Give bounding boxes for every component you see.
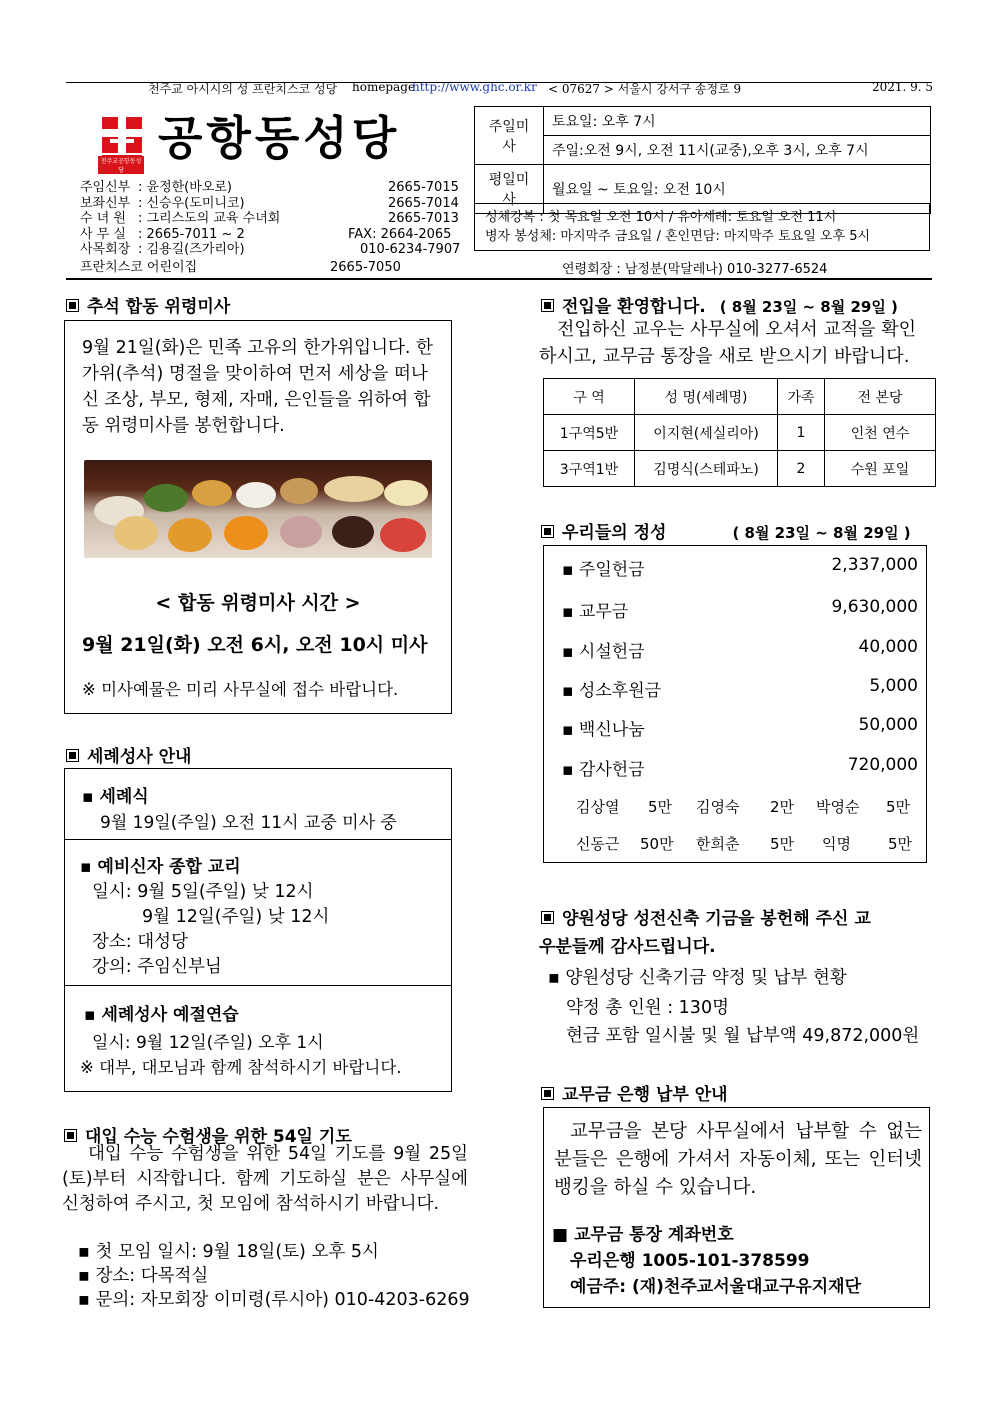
offering-heading-text: 우리들의 정성	[562, 523, 667, 543]
staff-name: : 그리스도의 교육 수녀회	[138, 211, 281, 227]
square-bullet-icon	[66, 749, 79, 762]
sacrament-info-line: 병자 봉성체: 마지막주 금요일 / 혼인면담: 마지막주 토요일 오후 5시	[485, 229, 871, 244]
baptism-s2-details	[92, 880, 329, 980]
list-item: ▪ 첫 모임 일시: 9월 18일(토) 오후 5시	[78, 1242, 379, 1262]
sunday-mass: 주일:오전 9시, 오전 11시(교중),오후 3시, 오후 7시	[544, 136, 931, 165]
table-cell: 1	[778, 415, 825, 451]
chuseok-time: 9월 21일(화) 오전 6시, 오전 10시 미사	[82, 634, 428, 656]
bank-heading-text: 교무금 은행 납부 안내	[562, 1085, 728, 1105]
bank-account-owner: 예금주: (재)천주교서울대교구유지재단	[570, 1277, 862, 1297]
offering-amount: 9,630,000	[831, 597, 918, 617]
offering-heading	[541, 518, 911, 543]
welcome-period: ( 8월 23일 ~ 8월 29일 )	[719, 298, 898, 316]
square-bullet-icon	[541, 525, 554, 538]
chuseok-body: 9월 21일(화)은 민족 고유의 한가위입니다. 한가위(추석) 명절을 맞이하여 먼저 세상을 떠나신 조상, 부모, 형제, 자매, 은인들을 위하여 합동 위령미사를 봉헌합니다.	[82, 338, 433, 436]
list-item-text: 문의: 자모회장 이미령(루시아) 010-4203-6269	[95, 1290, 470, 1310]
offering-label: ▪ 성소후원금	[562, 681, 662, 701]
offering-amount: 40,000	[858, 637, 918, 657]
staff-label: 사목회장	[80, 242, 131, 258]
baptism-heading-text: 세례성사 안내	[87, 747, 192, 767]
donor-name: 박영순	[816, 798, 860, 816]
staff-phone: 010-6234-7907	[360, 242, 461, 258]
staff-row	[80, 211, 460, 227]
offering-row	[562, 715, 918, 740]
weekday-mass-label: 평일미사	[475, 165, 544, 214]
chuseok-heading	[66, 292, 230, 317]
square-bullet-icon	[66, 299, 79, 312]
homepage-link[interactable]: http://www.ghc.or.kr	[412, 80, 537, 94]
prayer-body: 대입 수능 수험생을 위한 54일 기도를 9월 25일(토)부터 시작합니다. 함께 기도하실 분은 사무실에 신청하여 주시고, 첫 모임에 참석하시기 바랍니다.	[62, 1144, 468, 1214]
funeral-association-contact: 연령회장 : 남정분(막달레나) 010-3277-6524	[562, 262, 828, 277]
welcome-heading	[541, 292, 898, 317]
chuseok-note: ※ 미사예물은 미리 사무실에 접수 바랍니다.	[82, 680, 399, 699]
square-bullet-icon	[541, 299, 554, 312]
baptism-s2-title: ▪ 예비신자 종합 교리	[80, 857, 241, 877]
staff-label: 수 녀 원	[80, 211, 126, 227]
page-title: 공항동성당	[158, 111, 401, 165]
header-rule	[66, 82, 932, 83]
table-cell: 이지현(세실리아)	[635, 415, 778, 451]
table-cell: 인천 연수	[825, 415, 936, 451]
donor-name: 김상열	[576, 798, 620, 816]
baptism-s1-title: ▪ 세례식	[82, 787, 149, 807]
staff-name: : 김용길(즈가리아)	[138, 242, 245, 258]
chuseok-heading-text: 추석 합동 위령미사	[87, 297, 231, 317]
offering-label: ▪ 교무금	[562, 602, 629, 622]
offering-row	[562, 637, 918, 662]
staff-row	[80, 260, 460, 276]
baptism-s3-note: ※ 대부, 대모님과 함께 참석하시기 바랍니다.	[80, 1058, 402, 1077]
staff-label: 프란치스코 어린이집	[80, 259, 198, 275]
detail-line: 강의: 주임신부님	[92, 957, 222, 977]
donor-amount: 5만	[770, 835, 795, 853]
offering-row	[562, 755, 918, 780]
table-row	[544, 451, 936, 487]
yangwon-heading-text: 양원성당 성전신축 기금을 봉헌해 주신 교	[562, 909, 871, 929]
bank-heading	[541, 1080, 728, 1105]
logo-caption: 천주교공항동성당	[98, 156, 144, 174]
staff-name: : 2665-7011 ~ 2	[138, 226, 245, 242]
list-item: ▪ 장소: 다목적실	[78, 1266, 209, 1286]
offering-row	[562, 597, 918, 622]
donor-name: 익명	[822, 835, 851, 853]
sacrament-info	[474, 203, 930, 251]
yangwon-heading-2: 우분들께 감사드립니다.	[539, 937, 716, 957]
offering-amount: 50,000	[858, 715, 918, 735]
baptism-s3-title: ▪ 세례성사 예절연습	[84, 1005, 239, 1025]
table-cell: 2	[778, 451, 825, 487]
offering-amount: 720,000	[847, 755, 918, 775]
address: < 07627 > 서울시 강서구 송정로 9	[548, 82, 742, 96]
homepage-label: homepage	[352, 80, 416, 94]
square-bullet-icon	[541, 1087, 554, 1100]
welcome-body: 전입하신 교우는 사무실에 오셔서 교적을 확인하시고, 교무금 통장을 새로 받으시기 바랍니다.	[539, 319, 916, 367]
baptism-s1-line: 9월 19일(주일) 오전 11시 교중 미사 중	[100, 813, 397, 833]
yangwon-line-3: 현금 포함 일시불 및 월 납부액 49,872,000원	[566, 1026, 920, 1046]
baptism-heading	[66, 742, 191, 767]
header-bottom-rule	[66, 278, 932, 280]
yangwon-line-1: ▪ 양원성당 신축기금 약정 및 납부 현황	[548, 968, 847, 988]
staff-row	[80, 196, 460, 212]
table-header-row	[544, 379, 936, 415]
bank-account-title: ■ 교무금 통장 계좌번호	[552, 1225, 734, 1245]
detail-line: 장소: 대성당	[92, 932, 188, 952]
staff-phone: 2665-7050	[330, 259, 401, 275]
offering-label: ▪ 백신나눔	[562, 720, 645, 740]
offering-amount: 2,337,000	[831, 555, 918, 575]
bank-body: 교무금을 본당 사무실에서 납부할 수 없는 분들은 은행에 가셔서 자동이체, 또는 인터넷뱅킹을 하실 수 있습니다.	[554, 1121, 922, 1198]
welcome-heading-text: 전입을 환영합니다.	[562, 297, 706, 317]
offering-period: ( 8월 23일 ~ 8월 29일 )	[732, 524, 911, 542]
staff-name: : 윤정한(바오로)	[138, 180, 233, 195]
parish-desc: 천주교 아시시의 성 프란치스코 성당	[148, 82, 338, 96]
column-header: 가족	[778, 379, 825, 415]
donor-amount: 2만	[770, 798, 795, 816]
baptism-s3-line: 일시: 9월 12일(주일) 오후 1시	[92, 1033, 324, 1053]
offering-label: ▪ 시설헌금	[562, 642, 645, 662]
table-cell: 3구역1반	[544, 451, 635, 487]
offering-row	[562, 555, 918, 580]
list-item-text: 장소: 다목적실	[95, 1266, 209, 1286]
staff-row	[80, 242, 460, 258]
offering-amount: 5,000	[869, 676, 918, 696]
issue-date: 2021. 9. 5	[872, 80, 934, 94]
list-item: ▪ 문의: 자모회장 이미령(루시아) 010-4203-6269	[78, 1290, 470, 1310]
table-cell: 1구역5반	[544, 415, 635, 451]
detail-line: 일시: 9월 5일(주일) 낮 12시	[92, 882, 314, 902]
list-item-text: 첫 모임 일시: 9월 18일(토) 오후 5시	[95, 1242, 379, 1262]
mass-schedule-table	[474, 106, 931, 214]
newcomer-table	[543, 378, 936, 487]
staff-list	[80, 180, 460, 276]
saturday-mass: 토요일: 오후 7시	[544, 107, 931, 136]
staff-label: 보좌신부	[80, 195, 131, 211]
staff-label: 주임신부	[80, 180, 131, 195]
table-cell: 수원 포일	[825, 451, 936, 487]
offering-label: ▪ 감사헌금	[562, 760, 645, 780]
offering-row	[562, 676, 918, 701]
column-header: 성 명(세례명)	[635, 379, 778, 415]
donor-amount: 5만	[888, 835, 913, 853]
sunday-mass-label: 주일미사	[475, 107, 544, 165]
column-header: 전 본당	[825, 379, 936, 415]
square-bullet-icon	[541, 911, 554, 924]
table-row	[544, 415, 936, 451]
staff-phone: FAX: 2664-2065	[348, 226, 452, 242]
column-header: 구 역	[544, 379, 635, 415]
donor-name: 신동근	[576, 835, 620, 853]
sacrament-info-line: 성체강복 : 첫 목요일 오전 10시 / 유아세례: 토요일 오전 11시	[485, 210, 837, 225]
staff-phone: 2665-7015	[388, 180, 459, 195]
donor-name: 김영숙	[696, 798, 740, 816]
chuseok-time-title: < 합동 위령미사 시간 >	[155, 592, 361, 614]
prayer-list	[78, 1240, 470, 1312]
offering-label: ▪ 주일헌금	[562, 560, 645, 580]
staff-phone: 2665-7014	[388, 195, 459, 211]
donor-amount: 5만	[648, 798, 673, 816]
weekday-mass: 월요일 ~ 토요일: 오전 10시	[544, 165, 931, 214]
donor-amount: 5만	[886, 798, 911, 816]
yangwon-line-2: 약정 총 인원 : 130명	[566, 998, 729, 1018]
donor-name: 한희춘	[696, 835, 740, 853]
bank-account-number: 우리은행 1005-101-378599	[570, 1251, 810, 1271]
square-bullet-icon	[64, 1129, 77, 1142]
memorial-table-photo	[84, 460, 432, 558]
prayer-heading-text: 대입 수능 수험생을 위한 54일 기도	[85, 1127, 352, 1147]
donor-amount: 50만	[640, 835, 674, 853]
staff-label: 사 무 실	[80, 226, 126, 242]
staff-phone: 2665-7013	[388, 211, 459, 227]
table-cell: 김명식(스테파노)	[635, 451, 778, 487]
detail-line: 9월 12일(주일) 낮 12시	[142, 907, 330, 927]
staff-row	[80, 227, 460, 243]
staff-row	[80, 180, 460, 196]
yangwon-heading	[541, 904, 871, 929]
staff-name: : 신승우(도미니코)	[138, 195, 245, 211]
